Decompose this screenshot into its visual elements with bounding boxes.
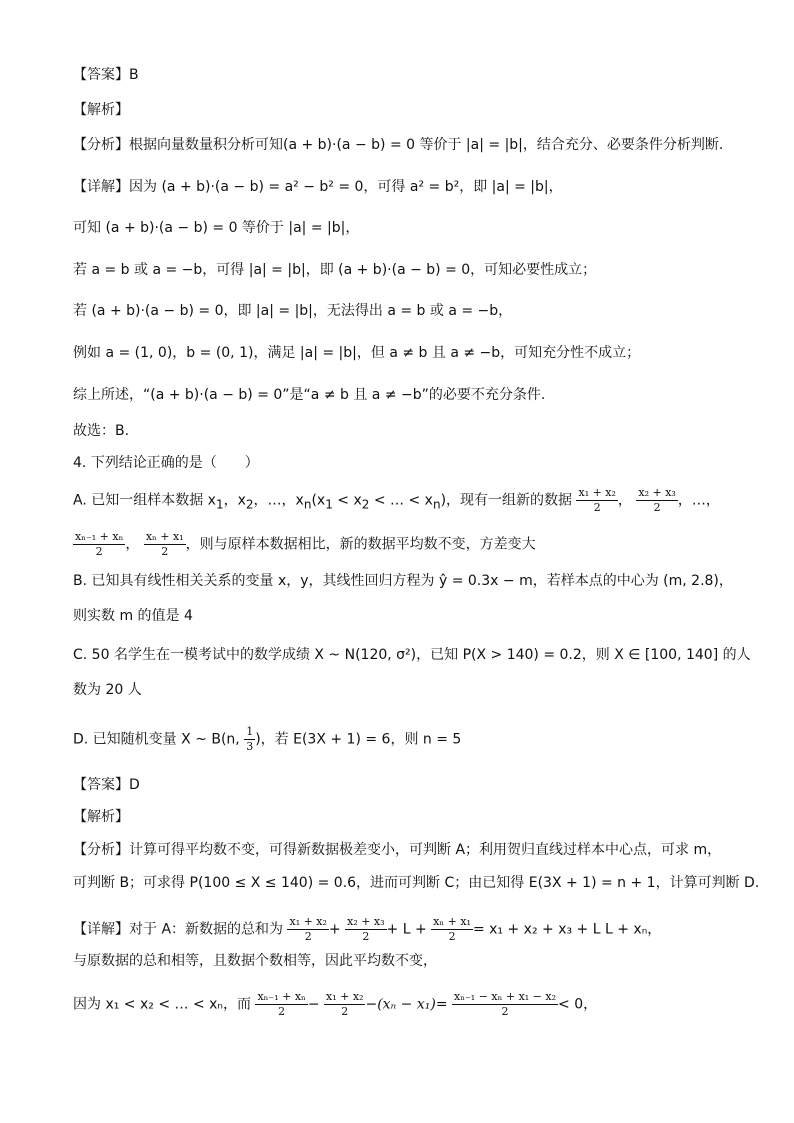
- option-b-line2: 则实数 m 的值是 4: [73, 608, 193, 624]
- fraction-x1-x2: $\frac{\text{x₁ + x₂}}{2}$: [578, 486, 616, 514]
- fenxi-tag: 【分析】: [73, 137, 129, 153]
- solution-sum-line: 与原数据的总和相等，且数据个数相等，因此平均数不变，: [73, 953, 437, 969]
- option-d-post: )，若 E(3X + 1) = 6，则 n = 5: [255, 731, 462, 748]
- diff-fraction-b: $\frac{\text{x₁ + x₂}}{2}$: [326, 990, 364, 1018]
- xiangjie-post-4: = x₁ + x₂ + x₃ + L L + xₙ，: [472, 921, 662, 938]
- option-a-line2: $\frac{\text{xₙ₋₁ + xₙ}}{2}$ ， $\frac{\text{xₙ + x₁}}{2}$ ，则与原样本数据相比，新的数据平均数不变，方差变大: [75, 530, 536, 558]
- solution-line-6: 例如 a = (1, 0)，b = (0, 1)，满足 |a| = |b|，但 a ≠ b 且 a ≠ −b，可知充分性不成立；: [73, 345, 641, 361]
- option-a-line1: A. 已知一组样本数据 $x_1$，$x_2$，…，$x_n(x_1 < x_2$ < … < $x_n$)，现有一组新的数据 $\frac{\text{x₁ + x₂}}{2}$ ， $\frac{\text{x₂ + x₃}}{2}$ ，…，: [73, 486, 720, 514]
- xiangjie-tag: 【详解】: [73, 179, 129, 195]
- sum-fraction-2: $\frac{\text{x₂ + x₃}}{2}$: [347, 915, 385, 943]
- option-a-text: A. 已知一组样本数据 x: [73, 492, 216, 509]
- fraction-x2-x3: $\frac{\text{x₂ + x₃}}{2}$: [638, 486, 676, 514]
- analysis-fenxi-4-line2: 可判断 B；可求得 P(100 ≤ X ≤ 140) = 0.6，进而可判断 C；由已知得 E(3X + 1) = n + 1，计算可判断 D.: [73, 875, 760, 891]
- xiangjie-text: 因为 (a + b)·(a − b) = a² − b² = 0，可得 a² = b²，即 |a| = |b|，: [129, 179, 563, 195]
- last-line-post: < 0，: [558, 996, 598, 1013]
- diff-fraction-a: $\frac{\text{xₙ₋₁ + xₙ}}{2}$: [257, 990, 306, 1018]
- analysis-fenxi-4: [73, 840, 721, 860]
- xiangjie-tag-4: 【详解】: [73, 921, 129, 938]
- last-line-pre: 因为 x₁ < x₂ < … < xₙ，而: [73, 996, 252, 1013]
- diff-fraction-result: $\frac{\text{xₙ₋₁ − xₙ + x₁ − x₂}}{2}$: [454, 990, 557, 1018]
- question-4-stem: 4. 下列结论正确的是（ ）: [73, 455, 259, 471]
- final-choice-3: 故选：B.: [73, 423, 130, 439]
- option-a-cond-3: < … < x: [369, 492, 433, 509]
- fraction-xn-x1: $\frac{\text{xₙ + x₁}}{2}$: [145, 530, 184, 558]
- fraction-one-third: $\frac{1}{3}$: [246, 725, 254, 753]
- solution-line-7: 综上所述，“(a + b)·(a − b) = 0”是“a ≠ b 且 a ≠ −b”的必要不充分条件.: [73, 387, 546, 403]
- fenxi-text: 根据向量数量积分析可知(a + b)·(a − b) = 0 等价于 |a| = |b|，结合充分、必要条件分析判断.: [129, 137, 724, 153]
- option-a-text-3: ，…，x: [253, 492, 304, 509]
- option-c-line1: C. 50 名学生在一模考试中的数学成绩 X ~ N(120, σ²)，已知 P(X > 140) = 0.2，则 X ∈ [100, 140] 的人: [73, 647, 751, 663]
- analysis-fenxi-3: [73, 135, 723, 155]
- solution-last-line: 因为 x₁ < x₂ < … < xₙ，而 $\frac{\text{xₙ₋₁ + xₙ}}{2}$ − $\frac{\text{x₁ + x₂}}{2}$ −(xₙ − x₁)= $\frac{\text{xₙ₋₁ − xₙ + x₁ − x₂}}{2}$ < 0，: [73, 990, 598, 1018]
- answer-3: 【答案】B: [73, 67, 139, 83]
- option-a-tail: ，则与原样本数据相比，新的数据平均数不变，方差变大: [185, 536, 536, 553]
- xiangjie-pre-4: 对于 A：新数据的总和为: [129, 921, 284, 938]
- sum-fraction-1: $\frac{\text{x₁ + x₂}}{2}$: [289, 915, 327, 943]
- option-a-text-2: ，x: [223, 492, 246, 509]
- analysis-heading-4: 【解析】: [73, 809, 129, 825]
- option-a-cond-4: )，现有一组新的数据: [440, 492, 573, 509]
- option-a-cond: (x: [311, 492, 326, 509]
- solution-line-5: 若 (a + b)·(a − b) = 0，即 |a| = |b|，无法得出 a = b 或 a = −b，: [73, 303, 513, 319]
- solution-line-4: 若 a = b 或 a = −b，可得 |a| = |b|，即 (a + b)·(a − b) = 0，可知必要性成立；: [73, 262, 597, 278]
- xiangjie-4: 【详解】对于 A：新数据的总和为 $\frac{\text{x₁ + x₂}}{2}$ + $\frac{\text{x₂ + x₃}}{2}$ + L + $\frac{\text{xₙ + x₁}}{2}$ = x₁ + x₂ + x₃ + L L + xₙ，: [73, 915, 662, 943]
- option-d: [73, 725, 461, 754]
- option-c-line2: 数为 20 人: [73, 682, 142, 698]
- answer-4: 【答案】D: [73, 777, 140, 793]
- analysis-heading-3: 【解析】: [73, 102, 129, 118]
- option-b-line1: B. 已知具有线性相关关系的变量 x，y，其线性回归方程为 ŷ = 0.3x − m，若样本点的中心为 (m, 2.8)，: [73, 573, 733, 589]
- fraction-xn1-xn: $\frac{\text{xₙ₋₁ + xₙ}}{2}$: [75, 530, 124, 558]
- solution-line-3: 可知 (a + b)·(a − b) = 0 等价于 |a| = |b|，: [73, 220, 360, 236]
- fenxi-text-4: 计算可得平均数不变，可得新数据极差变小，可判断 A；利用贺归直线过样本中心点，可求 m，: [129, 842, 722, 858]
- sum-fraction-3: $\frac{\text{xₙ + x₁}}{2}$: [433, 915, 471, 943]
- option-d-pre: D. 已知随机变量 X ~ B(n,: [73, 731, 240, 748]
- analysis-xiangjie-3: [73, 177, 563, 197]
- fenxi-tag-4: 【分析】: [73, 842, 129, 858]
- option-a-cond-2: < x: [332, 492, 362, 509]
